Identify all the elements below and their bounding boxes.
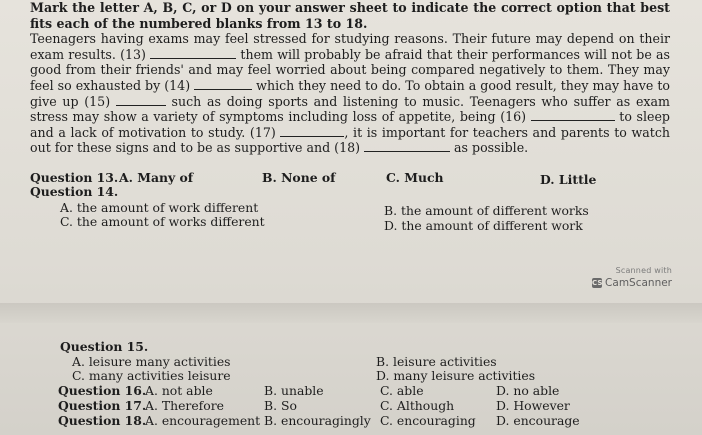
q16-option-a[interactable]: A. not able [145,383,213,398]
q17-option-c[interactable]: C. Although [380,398,455,413]
q15-label: Question 15. [60,339,149,354]
q18-option-c[interactable]: C. encouraging [380,413,476,428]
q13-option-d[interactable]: D. Little [540,172,597,187]
q18-option-a[interactable]: A. encouragement [145,413,261,428]
q16-label: Question 16. [58,383,147,398]
q16-option-c[interactable]: C. able [380,383,424,398]
blank-14 [194,78,252,90]
passage-part: Teenagers having exams may feel stressed for studying reasons. Their future may depend on their exam results. (13) [30,31,670,62]
passage-part: them will probably be afraid that their performances will not be as good from their friends' and may feel worried about being compared negatively to them. They may feel so exhausted by (14) [30,46,670,93]
q15-option-a[interactable]: A. leisure many activities [72,354,231,369]
q17-option-b[interactable]: B. So [264,398,297,413]
q18-option-d[interactable]: D. encourage [496,413,580,428]
blank-15 [116,94,166,106]
q15-option-c[interactable]: C. many activities leisure [72,368,231,383]
q13-option-c[interactable]: C. Much [386,170,444,185]
blank-16 [531,109,615,121]
camscanner-icon: CS [592,279,603,287]
q16-option-d[interactable]: D. no able [496,383,560,398]
passage-part: such as doing sports and listening to music. Teenagers who suffer as exam stress may show a variety of symptoms including loss of appetite, being (16) [30,93,670,125]
q13-option-a[interactable]: A. Many of [119,170,194,185]
q17-option-d[interactable]: D. However [496,398,570,413]
q18-label: Question 18. [58,413,147,428]
q17-label: Question 17. [58,398,147,413]
q14-option-c[interactable]: C. the amount of works different [60,214,265,229]
cloze-passage [30,31,670,156]
q15-option-d[interactable]: D. many leisure activities [376,368,536,383]
blank-17 [280,125,344,137]
q13-label: Question 13. [30,170,119,185]
q14-option-a[interactable]: A. the amount of work different [60,200,259,215]
instruction-text: Mark the letter A, B, C, or D on your answer sheet to indicate the correct option that best fits each of the numbered blanks from 13 to 18. [30,0,670,31]
q16-option-b[interactable]: B. unable [264,383,324,398]
passage-part: to sleep and a lack of motivation to study. (17) [30,109,670,140]
q15-option-b[interactable]: B. leisure activities [376,354,497,369]
lower-page [0,323,702,435]
camscanner-brand [592,277,672,289]
q14-option-b[interactable]: B. the amount of different works [384,203,589,218]
scanned-with-text: Scanned with [615,266,672,275]
camscanner-watermark [592,266,672,289]
blank-13 [150,47,236,59]
q14-option-d[interactable]: D. the amount of different work [384,218,583,233]
passage-block [30,0,670,156]
q17-option-a[interactable]: A. Therefore [145,398,224,413]
passage-part: as possible. [450,140,529,156]
passage-part: which they need to do. To obtain a good result, they may have to give up (15) [30,77,670,109]
page-gap [0,303,702,323]
blank-18 [364,140,450,152]
passage-part: , it is important for teachers and parents to watch out for these signs and to be as supportive and (18) [30,124,670,156]
camscanner-text: CamScanner [605,277,672,289]
q13-option-b[interactable]: B. None of [262,170,336,185]
q14-label: Question 14. [30,184,119,199]
q18-option-b[interactable]: B. encouragingly [264,413,371,428]
